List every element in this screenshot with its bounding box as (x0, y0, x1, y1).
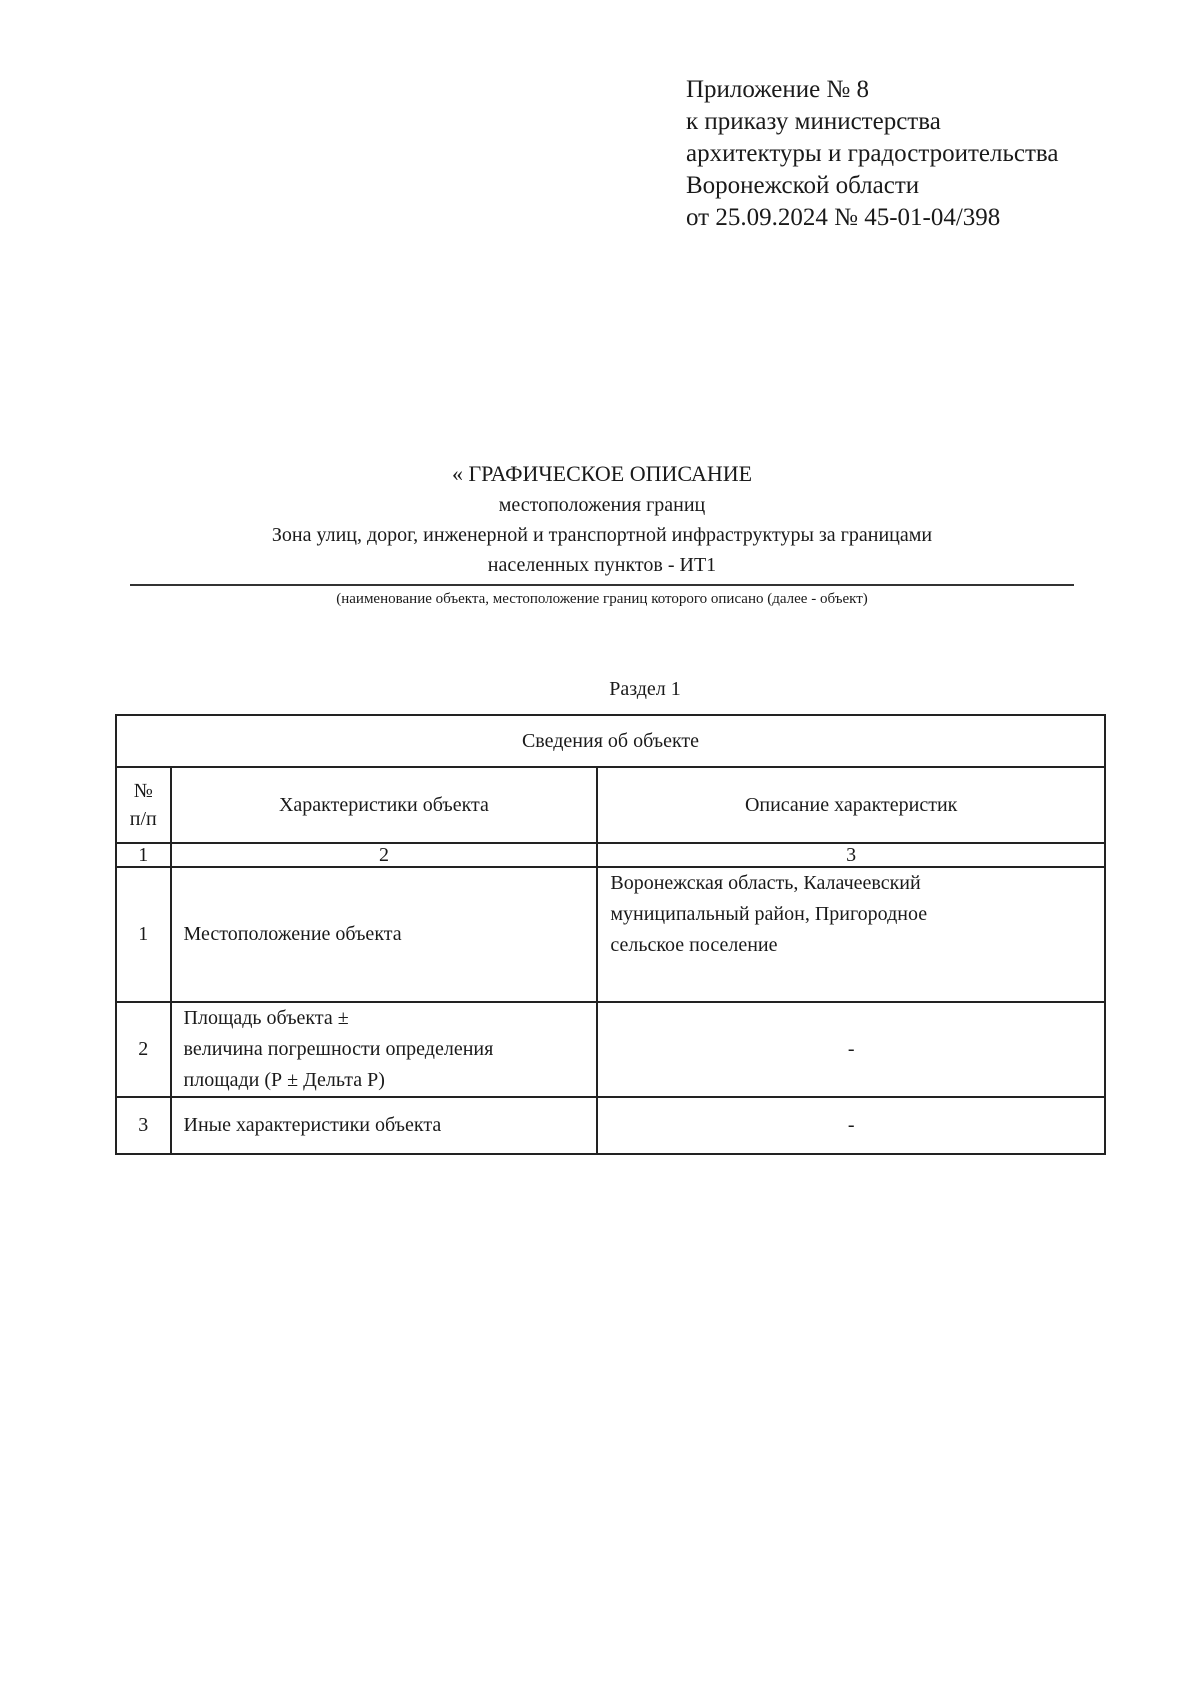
column-index: 1 (116, 843, 171, 867)
row-description-line: сельское поселение (610, 934, 778, 956)
row-characteristic: Местоположение объекта (171, 867, 598, 1002)
row-description: - (597, 1002, 1105, 1097)
title-line: местоположения границ (498, 494, 706, 516)
header-number (116, 767, 171, 843)
title-main: « ГРАФИЧЕСКОЕ ОПИСАНИЕ (451, 461, 753, 486)
table-index-row (116, 843, 1105, 867)
title-line: населенных пунктов - ИТ1 (487, 554, 717, 576)
row-description: - (597, 1097, 1105, 1154)
header-characteristics: Характеристики объекта (171, 767, 598, 843)
title-caption: (наименование объекта, местоположение границ которого описано (далее - объект) (336, 591, 868, 607)
table-row (116, 1002, 1105, 1097)
appendix-line: от 25.09.2024 № 45-01-04/398 (686, 204, 1001, 231)
row-characteristic (171, 1002, 598, 1097)
table-caption: Сведения об объекте (116, 715, 1105, 767)
title-underline (130, 584, 1074, 586)
object-info-table (115, 714, 1106, 1155)
table-row (116, 867, 1105, 1002)
appendix-line: архитектуры и градостроительства (686, 140, 1059, 167)
row-characteristic-line: площади (Р ± Дельта Р) (183, 1069, 385, 1091)
document-title (130, 460, 1074, 610)
appendix-header (686, 74, 1058, 234)
section-label: Раздел 1 (609, 678, 681, 700)
column-index: 2 (171, 843, 598, 867)
row-characteristic-line: Площадь объекта ± (183, 1007, 349, 1029)
appendix-line: Приложение № 8 (686, 76, 870, 103)
appendix-line: Воронежской области (686, 172, 920, 199)
header-number-line: п/п (129, 808, 157, 830)
title-line: Зона улиц, дорог, инженерной и транспортной инфраструктуры за границами (271, 524, 933, 546)
row-description (597, 867, 1105, 1002)
row-characteristic: Иные характеристики объекта (171, 1097, 598, 1154)
row-description-line: муниципальный район, Пригородное (610, 903, 928, 925)
row-characteristic-line: величина погрешности определения (183, 1038, 494, 1060)
row-number: 1 (116, 867, 171, 1002)
table-header-row (116, 767, 1105, 843)
table-caption-row (116, 715, 1105, 767)
table-row (116, 1097, 1105, 1154)
header-number-line: № (133, 780, 153, 802)
column-index: 3 (597, 843, 1105, 867)
appendix-line: к приказу министерства (686, 108, 941, 135)
row-description-line: Воронежская область, Калачеевский (610, 872, 921, 894)
header-description: Описание характеристик (597, 767, 1105, 843)
row-number: 3 (116, 1097, 171, 1154)
row-number: 2 (116, 1002, 171, 1097)
